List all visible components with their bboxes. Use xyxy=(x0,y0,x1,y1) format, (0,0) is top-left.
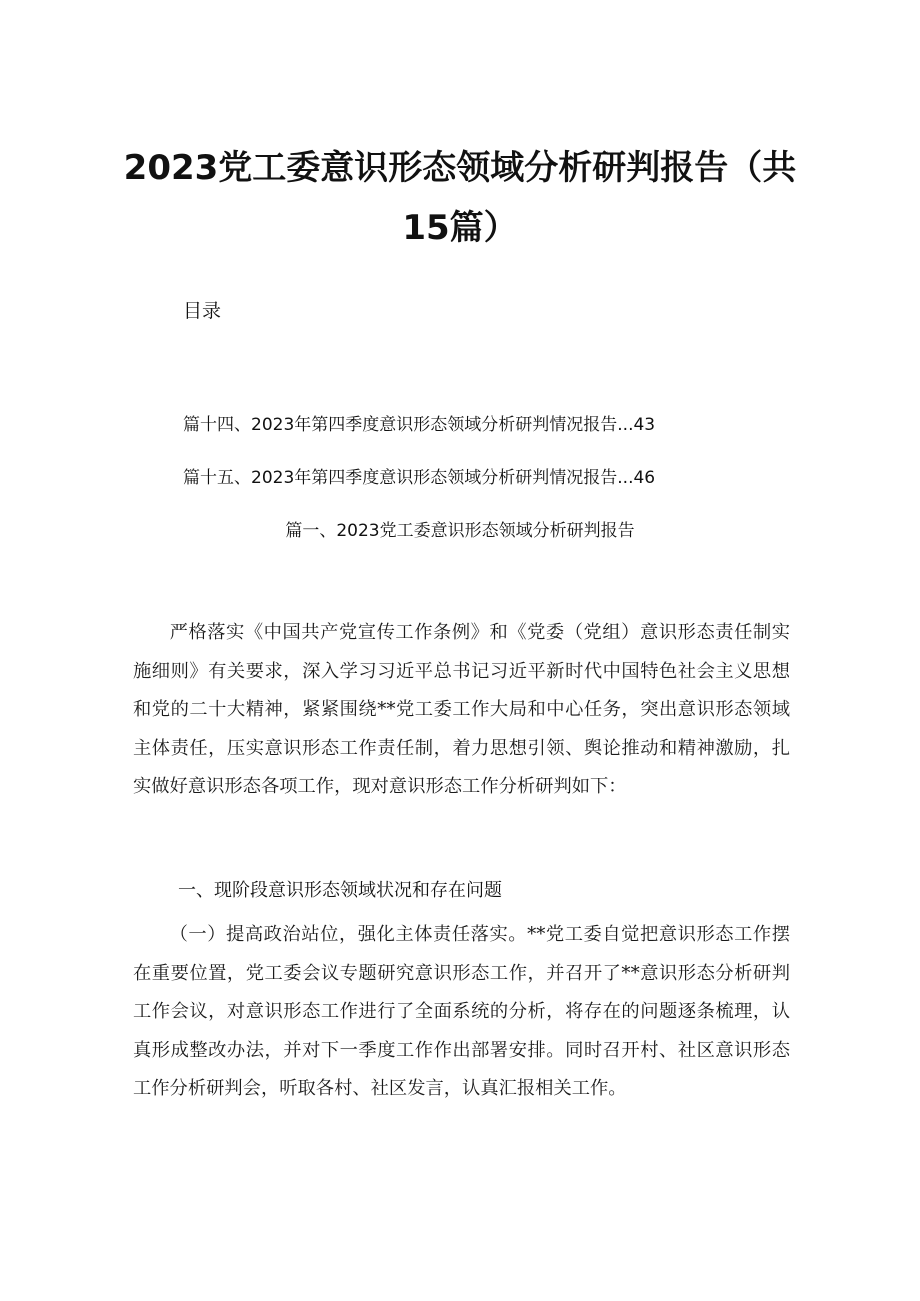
section-heading: 一、现阶段意识形态领域状况和存在问题 xyxy=(178,880,502,901)
intro-paragraph: 严格落实《中国共产党宣传工作条例》和《党委（党组）意识形态责任制实施细则》有关要求，深入学习习近平总书记习近平新时代中国特色社会主义思想和党的二十大精神，紧紧围绕**党工委工作大局和中心任务，突出意识形态领域主体责任，压实意识形态工作责任制，着力思想引领、舆论推动和精神激励，扎实做好意识形态各项工作，现对意识形态工作分析研判如下： xyxy=(133,622,790,797)
section-title: 篇一、2023党工委意识形态领域分析研判报告 xyxy=(285,521,635,541)
title-line-2: 15篇） xyxy=(402,208,518,248)
document-title xyxy=(120,138,800,258)
title-line-1: 2023党工委意识形态领域分析研判报告（共 xyxy=(123,148,797,188)
toc-entry[interactable]: 篇十四、2023年第四季度意识形态领域分析研判情况报告...43 xyxy=(183,415,656,435)
toc-entry[interactable]: 篇十五、2023年第四季度意识形态领域分析研判情况报告...46 xyxy=(183,468,656,488)
body-paragraph: （一）提高政治站位，强化主体责任落实。**党工委自觉把意识形态工作摆在重要位置，党工委会议专题研究意识形态工作，并召开了**意识形态分析研判工作会议，对意识形态工作进行了全面系统的分析，将存在的问题逐条梳理，认真形成整改办法，并对下一季度工作作出部署安排。同时召开村、社区意识形态工作分析研判会，听取各村、社区发言，认真汇报相关工作。 xyxy=(133,924,790,1099)
toc-heading: 目录 xyxy=(183,300,222,322)
